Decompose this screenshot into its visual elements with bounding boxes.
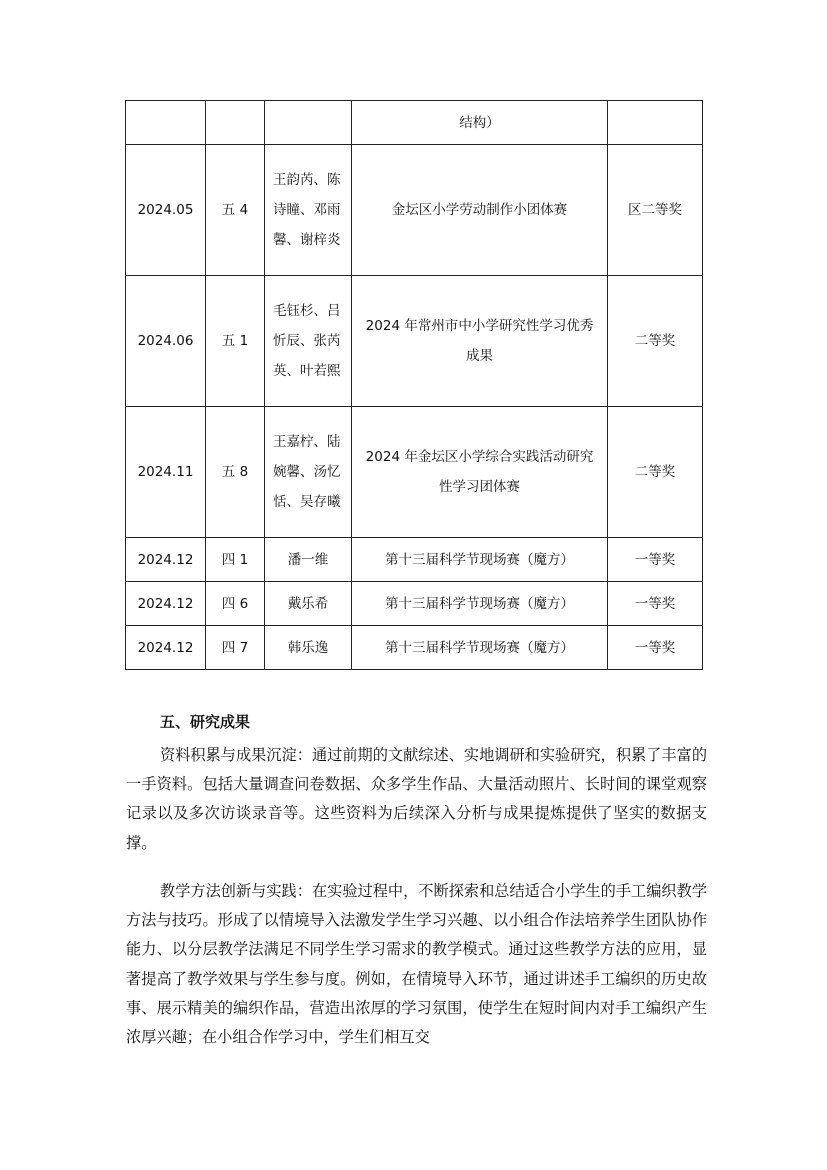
students-cell bbox=[265, 101, 352, 145]
event-cell: 2024 年金坛区小学综合实践活动研究性学习团体赛 bbox=[352, 407, 608, 538]
students-cell: 戴乐希 bbox=[265, 582, 352, 626]
students-cell: 王嘉柠、陆婉馨、汤忆恬、吴存曦 bbox=[265, 407, 352, 538]
table-row bbox=[126, 626, 703, 670]
paragraph-teaching-methods: 教学方法创新与实践：在实验过程中，不断探索和总结适合小学生的手工编织教学方法与技巧。形成了以情境导入法激发学生学习兴趣、以小组合作法培养学生团队协作能力、以分层教学法满足不同学生学习需求的教学模式。通过这些教学方法的应用，显著提高了教学效果与学生参与度。例如，在情境导入环节，通过讲述手工编织的历史故事、展示精美的编织作品，营造出浓厚的学习氛围，使学生在短时间内对手工编织产生浓厚兴趣；在小组合作学习中，学生们相互交 bbox=[126, 882, 707, 1047]
date-cell bbox=[126, 101, 206, 145]
class-cell: 四 6 bbox=[206, 582, 265, 626]
date-cell: 2024.12 bbox=[126, 538, 206, 582]
award-cell: 一等奖 bbox=[608, 626, 703, 670]
students-cell: 王韵芮、陈诗瞳、邓雨馨、谢梓炎 bbox=[265, 145, 352, 276]
event-cell: 金坛区小学劳动制作小团体赛 bbox=[352, 145, 608, 276]
event-cell: 第十三届科学节现场赛（魔方） bbox=[352, 582, 608, 626]
class-cell: 五 4 bbox=[206, 145, 265, 276]
table-row bbox=[126, 538, 703, 582]
section-heading: 五、研究成果 bbox=[160, 713, 251, 731]
class-cell: 五 8 bbox=[206, 407, 265, 538]
students-cell: 潘一维 bbox=[265, 538, 352, 582]
date-cell: 2024.06 bbox=[126, 276, 206, 407]
award-cell: 一等奖 bbox=[608, 582, 703, 626]
date-cell: 2024.11 bbox=[126, 407, 206, 538]
table-row bbox=[126, 582, 703, 626]
date-cell: 2024.05 bbox=[126, 145, 206, 276]
awards-table bbox=[125, 100, 703, 670]
event-cell: 2024 年常州市中小学研究性学习优秀成果 bbox=[352, 276, 608, 407]
date-cell: 2024.12 bbox=[126, 626, 206, 670]
event-cell: 结构） bbox=[352, 101, 608, 145]
event-cell: 第十三届科学节现场赛（魔方） bbox=[352, 626, 608, 670]
class-cell: 五 1 bbox=[206, 276, 265, 407]
award-cell: 二等奖 bbox=[608, 407, 703, 538]
award-cell: 二等奖 bbox=[608, 276, 703, 407]
table-row bbox=[126, 145, 703, 276]
award-cell: 区二等奖 bbox=[608, 145, 703, 276]
event-cell: 第十三届科学节现场赛（魔方） bbox=[352, 538, 608, 582]
class-cell: 四 7 bbox=[206, 626, 265, 670]
date-cell: 2024.12 bbox=[126, 582, 206, 626]
table-row bbox=[126, 407, 703, 538]
table-row bbox=[126, 101, 703, 145]
paragraph-data-accumulation: 资料积累与成果沉淀：通过前期的文献综述、实地调研和实验研究，积累了丰富的一手资料。包括大量调查问卷数据、众多学生作品、大量活动照片、长时间的课堂观察记录以及多次访谈录音等。这些资料为后续深入分析与成果提炼提供了坚实的数据支撑。 bbox=[126, 746, 707, 852]
class-cell bbox=[206, 101, 265, 145]
students-cell: 韩乐逸 bbox=[265, 626, 352, 670]
students-cell: 毛钰杉、吕忻辰、张芮英、叶若熙 bbox=[265, 276, 352, 407]
table-row bbox=[126, 276, 703, 407]
class-cell: 四 1 bbox=[206, 538, 265, 582]
award-cell: 一等奖 bbox=[608, 538, 703, 582]
award-cell bbox=[608, 101, 703, 145]
